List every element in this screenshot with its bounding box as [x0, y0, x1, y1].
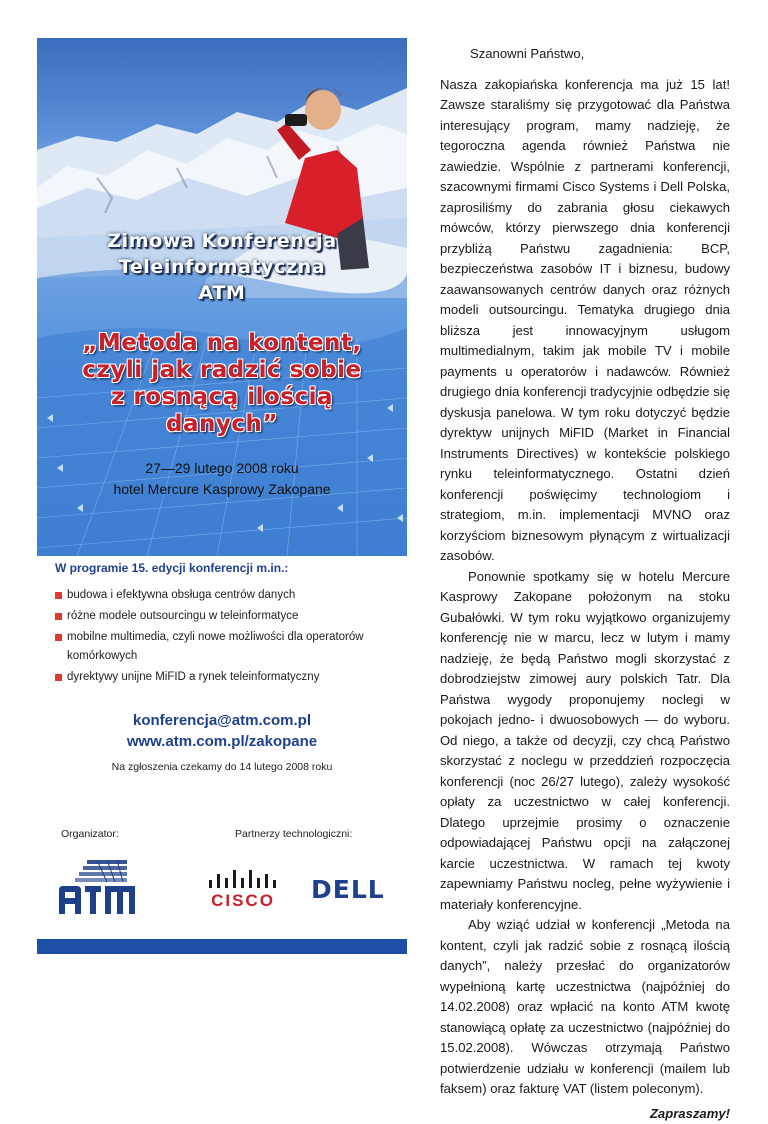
subtitle-line: z rosnącą ilością — [37, 384, 407, 411]
title-line: Teleinformatyczna — [37, 254, 407, 280]
title-line: ATM — [37, 280, 407, 306]
subtitle-line: czyli jak radzić sobie — [37, 357, 407, 384]
title-line: Zimowa Konferencja — [37, 228, 407, 254]
atm-logo-icon — [57, 858, 137, 920]
list-item: dyrektywy unijne MiFID a rynek teleinformatyczny — [55, 668, 400, 687]
event-date: 27—29 lutego 2008 roku — [37, 458, 407, 478]
list-item: mobilne multimedia, czyli nowe możliwości dla operatorów komórkowych — [55, 628, 400, 666]
organizer-label: Organizator: — [61, 828, 119, 840]
website-link[interactable]: www.atm.com.pl/zakopane — [37, 731, 407, 752]
bullet-icon — [55, 634, 62, 641]
cisco-logo-icon — [205, 866, 295, 910]
letter-paragraph: Aby wziąć udział w konferencji „Metoda na kontent, czyli jak radzić sobie z rosnącą ilością danych”, należy przesłać do organizatorów wypełnioną kartę uczestnictwa (najpóźniej do 14.02.2008) oraz wpłacić na konto ATM kwotę stanowiącą opłatę za uczestnictwo (najpóźniej do 15.02.2008). Wówczas otrzymają Państwo potwierdzenie udziału w konferencji (mailem lub faksem) oraz fakturę VAT (listem poleconym). — [440, 915, 730, 1100]
bullet-icon — [55, 592, 62, 599]
email-link[interactable]: konferencja@atm.com.pl — [37, 710, 407, 731]
contact-block — [37, 710, 407, 775]
letter-body — [440, 44, 730, 1124]
partners-label: Partnerzy technologiczni: — [235, 828, 352, 840]
subtitle-line: „Metoda na kontent, — [37, 330, 407, 357]
dell-wordmark: DELL — [311, 876, 385, 902]
program-list — [55, 586, 400, 687]
dell-logo-icon — [311, 876, 395, 902]
conference-subtitle — [37, 330, 407, 438]
subtitle-line: danych” — [37, 411, 407, 438]
letter-paragraph: Nasza zakopiańska konferencja ma już 15 lat! Zawsze staraliśmy się przygotować dla Państwa interesujący program, mamy nadzieję, że tegoroczna agenda również Państwa nie zawiedzie. Wspólnie z partnerami konferencji, szacownymi firmami Cisco Systems i Dell Polska, zaprosiliśmy do zabrania głosu ciekawych mówców, którzy pierwszego dnia konferencji przybliżą Państwu zagadnienia: BCP, bezpieczeństwa zasobów IT i biznesu, budowy zaawansowanych centrów danych oraz różnych modeli outsourcingu. Tematyka drugiego dnia bliższa jest innowacyjnym usługom multimedialnym, takim jak mobile TV i mobile payments u operatorów i nadawców. Również drugiego dnia konferencji tradycyjnie odbędzie się dyskusja panelowa. W tym roku dotyczyć będzie dyrektyw unijnych MiFID (Market in Financial Instruments Directives) w kontekście polskiego rynku teleinformatycznego. Ostatni dzień konferencji poświęcimy technologiom i strategiom, m.in. implementacji MVNO oraz korzyściom biznesowym płynącym z wirtualizacji zasobów. — [440, 75, 730, 567]
hero-photo — [37, 38, 407, 556]
bullet-icon — [55, 613, 62, 620]
cisco-wordmark: CISCO — [211, 891, 275, 910]
list-item: różne modele outsourcingu w teleinformatyce — [55, 607, 400, 626]
conference-flyer — [37, 38, 407, 954]
letter-greeting: Szanowni Państwo, — [440, 44, 730, 65]
program-section — [55, 560, 400, 689]
flyer-footer-strip — [37, 939, 407, 954]
list-item: budowa i efektywna obsługa centrów danych — [55, 586, 400, 605]
letter-paragraph: Ponownie spotkamy się w hotelu Mercure Kasprowy Zakopane położonym na stoku Gubałówki. W tym roku wyjątkowo organizujemy konferencję nie w marcu, lecz w lutym i mamy nadzieję, że będą Państwo mogli skorzystać z dobrodziejstw zimowej aury polskich Tatr. Dla Państwa wygody proponujemy noclegi w pokojach jedno- i dwuosobowych — do wyboru. Od niego, a także od decyzji, czy chcą Państwo skorzystać z noclegu w przeddzień rozpoczęcia konferencji (noc 26/27 lutego), zależy wysokość opłaty za uczestnictwo w całej konferencji. Dlatego uprzejmie prosimy o oznaczenie odpowiadającej Państwu opcji na załączonej karcie uczestnictwa. W ramach tej kwoty zapewniamy Państwu nocleg, pełne wyżywienie i materiały konferencyjne. — [440, 567, 730, 916]
bullet-icon — [55, 674, 62, 681]
program-heading: W programie 15. edycji konferencji m.in.: — [55, 560, 400, 576]
event-venue: hotel Mercure Kasprowy Zakopane — [37, 479, 407, 499]
registration-deadline: Na zgłoszenia czekamy do 14 lutego 2008 roku — [37, 760, 407, 775]
letter-closing: Zapraszamy! — [440, 1104, 730, 1124]
conference-title — [37, 228, 407, 306]
